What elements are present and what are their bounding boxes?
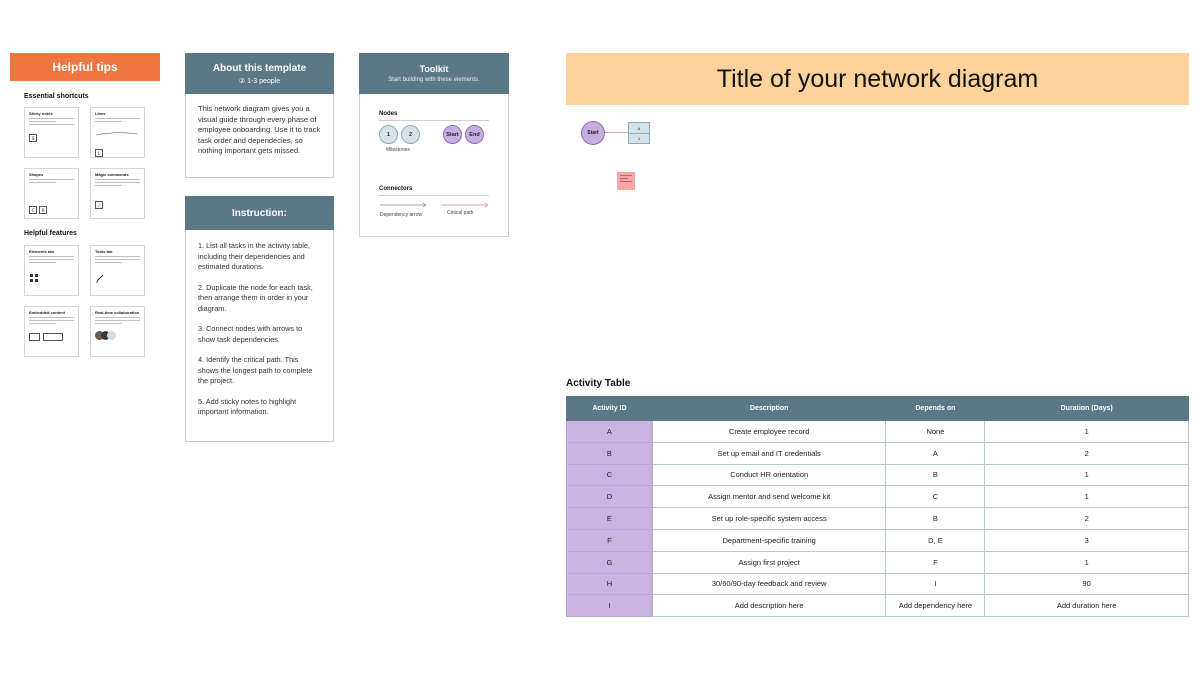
cell-description[interactable]: Create employee record xyxy=(652,421,886,443)
table-row xyxy=(567,573,1189,595)
shortcut-key: C xyxy=(29,206,37,214)
placeholder-line xyxy=(95,118,140,119)
placeholder-line xyxy=(95,121,122,122)
placeholder-line xyxy=(95,259,140,260)
cell-activity-id[interactable]: D xyxy=(567,486,653,508)
placeholder-line xyxy=(29,262,56,263)
cell-description[interactable]: Assign first project xyxy=(652,551,886,573)
avatar xyxy=(107,331,116,340)
placeholder-line xyxy=(29,182,56,183)
placeholder-line xyxy=(95,317,140,318)
cell-activity-id[interactable]: I xyxy=(567,595,653,617)
column-header-description: Description xyxy=(652,397,886,421)
shortcut-title: Lines xyxy=(95,111,106,116)
cell-depends-on[interactable]: None xyxy=(886,421,985,443)
milestone-node-1[interactable]: 1 xyxy=(379,125,398,144)
task-node-duration: 1 xyxy=(637,136,641,141)
about-title: About this template xyxy=(212,62,307,74)
instruction-step: 3. Connect nodes with arrows to show task dependencies. xyxy=(198,324,303,344)
table-row xyxy=(567,529,1189,551)
feature-title: Elements tab xyxy=(29,249,54,254)
divider xyxy=(379,120,489,121)
shortcut-card-magic-commands[interactable] xyxy=(90,168,145,219)
cell-depends-on[interactable]: I xyxy=(886,573,985,595)
placeholder-line xyxy=(95,182,140,183)
start-node[interactable]: Start xyxy=(443,125,462,144)
cell-duration[interactable]: 1 xyxy=(985,486,1189,508)
placeholder-line xyxy=(29,256,74,257)
about-body: This network diagram gives you a visual guide through every phase of employee onboarding. Use it to track task order and dependecies, so nothing important gets missed. xyxy=(185,94,334,178)
cell-duration[interactable]: 1 xyxy=(985,421,1189,443)
table-row xyxy=(567,595,1189,617)
about-template-header xyxy=(185,53,334,94)
table-row xyxy=(567,508,1189,530)
cell-description[interactable]: Conduct HR orientation xyxy=(652,464,886,486)
toolkit-header xyxy=(359,53,509,94)
feature-card-real-time-collaboration[interactable] xyxy=(90,306,145,357)
cell-activity-id[interactable]: H xyxy=(567,573,653,595)
essential-shortcuts-label: Essential shortcuts xyxy=(24,93,89,100)
code-embed-icon xyxy=(29,333,40,341)
critical-path-edge[interactable] xyxy=(605,132,628,133)
column-header-depends-on: Depends on xyxy=(886,397,985,421)
cell-activity-id[interactable]: F xyxy=(567,529,653,551)
cell-duration[interactable]: 1 xyxy=(985,464,1189,486)
shortcut-title: Shapes xyxy=(29,172,44,177)
table-row xyxy=(567,486,1189,508)
instruction-step: 1. List all tasks in the activity table, including their dependencies and estimated durations. xyxy=(198,241,310,271)
people-icon: ② xyxy=(238,77,246,85)
milestone-node-2[interactable]: 2 xyxy=(401,125,420,144)
feature-card-elements-tab[interactable] xyxy=(24,245,79,296)
shortcut-key: / xyxy=(95,201,103,209)
sticky-note[interactable] xyxy=(617,172,635,190)
cell-activity-id[interactable]: B xyxy=(567,442,653,464)
milestones-caption: Milestones xyxy=(386,147,410,153)
cell-description[interactable]: Assign mentor and send welcome kit xyxy=(652,486,886,508)
shortcut-key: S xyxy=(29,134,37,142)
end-node[interactable]: End xyxy=(465,125,484,144)
diagram-start-node[interactable]: Start xyxy=(581,121,605,145)
cell-duration[interactable]: 3 xyxy=(985,529,1189,551)
cell-duration[interactable]: Add duration here xyxy=(985,595,1189,617)
toolkit-body xyxy=(359,94,509,237)
table-row xyxy=(567,464,1189,486)
feature-title: Embedded content xyxy=(29,310,66,315)
helpful-features-label: Helpful features xyxy=(24,230,77,237)
cell-activity-id[interactable]: G xyxy=(567,551,653,573)
cell-description[interactable]: Set up email and IT credentials xyxy=(652,442,886,464)
cell-description[interactable]: 30/60/90-day feedback and review xyxy=(652,573,886,595)
pen-icon xyxy=(95,273,105,283)
toolkit-subtitle: Start building with these elements. xyxy=(388,77,480,83)
shortcut-key: R xyxy=(39,206,47,214)
cell-depends-on[interactable]: C xyxy=(886,486,985,508)
instruction-body xyxy=(185,230,334,442)
placeholder-line xyxy=(95,179,140,180)
placeholder-line xyxy=(29,320,74,321)
shortcut-title: Magic commands xyxy=(95,172,129,177)
table-row xyxy=(567,551,1189,573)
shortcut-title: Sticky notes xyxy=(29,111,53,116)
sticky-text-line xyxy=(620,181,632,182)
cell-duration[interactable]: 90 xyxy=(985,573,1189,595)
sticky-text-line xyxy=(620,178,628,179)
dependency-arrow-caption: Dependency arrow xyxy=(380,212,422,218)
cell-duration[interactable]: 2 xyxy=(985,442,1189,464)
column-header-activity-id: Activity ID xyxy=(567,397,653,421)
placeholder-line xyxy=(95,320,140,321)
curve-line-icon xyxy=(95,131,139,137)
task-node-id: A xyxy=(629,123,649,134)
feature-title: Tools tab xyxy=(95,249,113,254)
shortcut-card-lines[interactable] xyxy=(90,107,145,158)
cell-depends-on[interactable]: B xyxy=(886,508,985,530)
diagram-task-node[interactable] xyxy=(628,122,650,144)
activity-table-title: Activity Table xyxy=(566,378,631,389)
connector-arrows-icon[interactable] xyxy=(379,202,489,208)
placeholder-line xyxy=(29,118,74,119)
placeholder-line xyxy=(29,317,74,318)
placeholder-line xyxy=(29,124,74,125)
placeholder-line xyxy=(29,121,56,122)
instruction-header xyxy=(185,196,334,230)
cell-activity-id[interactable]: E xyxy=(567,508,653,530)
column-header-duration: Duration (Days) xyxy=(985,397,1189,421)
cell-activity-id[interactable]: A xyxy=(567,421,653,443)
shortcut-card-sticky-notes[interactable] xyxy=(24,107,79,158)
connectors-label: Connectors xyxy=(379,186,413,192)
people-count-label: 1-3 people xyxy=(247,77,281,85)
diagram-title[interactable]: Title of your network diagram xyxy=(566,53,1189,105)
feature-title: Real-time collaboration xyxy=(95,310,140,315)
shortcut-card-shapes[interactable] xyxy=(24,168,79,219)
critical-path-caption: Critical path xyxy=(447,210,474,216)
table-header-row xyxy=(567,397,1189,421)
sticky-text-line xyxy=(620,175,632,176)
helpful-tips-header: Helpful tips xyxy=(10,53,160,81)
feature-card-tools-tab[interactable] xyxy=(90,245,145,296)
cell-depends-on[interactable]: B xyxy=(886,464,985,486)
cell-depends-on[interactable]: F xyxy=(886,551,985,573)
shortcut-key: L xyxy=(95,149,103,157)
nodes-label: Nodes xyxy=(379,111,398,117)
placeholder-line xyxy=(95,323,122,324)
activity-table xyxy=(566,396,1189,617)
instruction-step: 2. Duplicate the node for each task, then arrange them in order in your diagram. xyxy=(198,282,313,313)
cell-depends-on[interactable]: Add dependency here xyxy=(886,595,985,617)
cell-depends-on[interactable]: D, E xyxy=(886,529,985,551)
placeholder-line xyxy=(95,256,140,257)
cell-depends-on[interactable]: A xyxy=(886,442,985,464)
cell-duration[interactable]: 1 xyxy=(985,551,1189,573)
feature-card-embedded-content[interactable] xyxy=(24,306,79,357)
table-row xyxy=(567,442,1189,464)
instruction-step: 5. Add sticky notes to highlight important information. xyxy=(198,396,297,416)
instruction-title: Instruction: xyxy=(232,207,287,219)
placeholder-line xyxy=(95,185,122,186)
link-embed-icon xyxy=(43,333,63,341)
placeholder-line xyxy=(95,262,122,263)
table-row xyxy=(567,421,1189,443)
grid-icon xyxy=(29,273,39,283)
instruction-step: 4. Identify the critical path. This shows the longest path to complete the project. xyxy=(198,355,313,385)
cell-description[interactable]: Department-specific training xyxy=(652,529,886,551)
placeholder-line xyxy=(29,259,74,260)
cell-description[interactable]: Set up role-specific system access xyxy=(652,508,886,530)
placeholder-line xyxy=(29,323,56,324)
cell-duration[interactable]: 2 xyxy=(985,508,1189,530)
placeholder-line xyxy=(29,179,74,180)
cell-description[interactable]: Add description here xyxy=(652,595,886,617)
divider xyxy=(379,195,489,196)
toolkit-title: Toolkit xyxy=(419,64,449,74)
people-count xyxy=(239,77,280,85)
cell-activity-id[interactable]: C xyxy=(567,464,653,486)
